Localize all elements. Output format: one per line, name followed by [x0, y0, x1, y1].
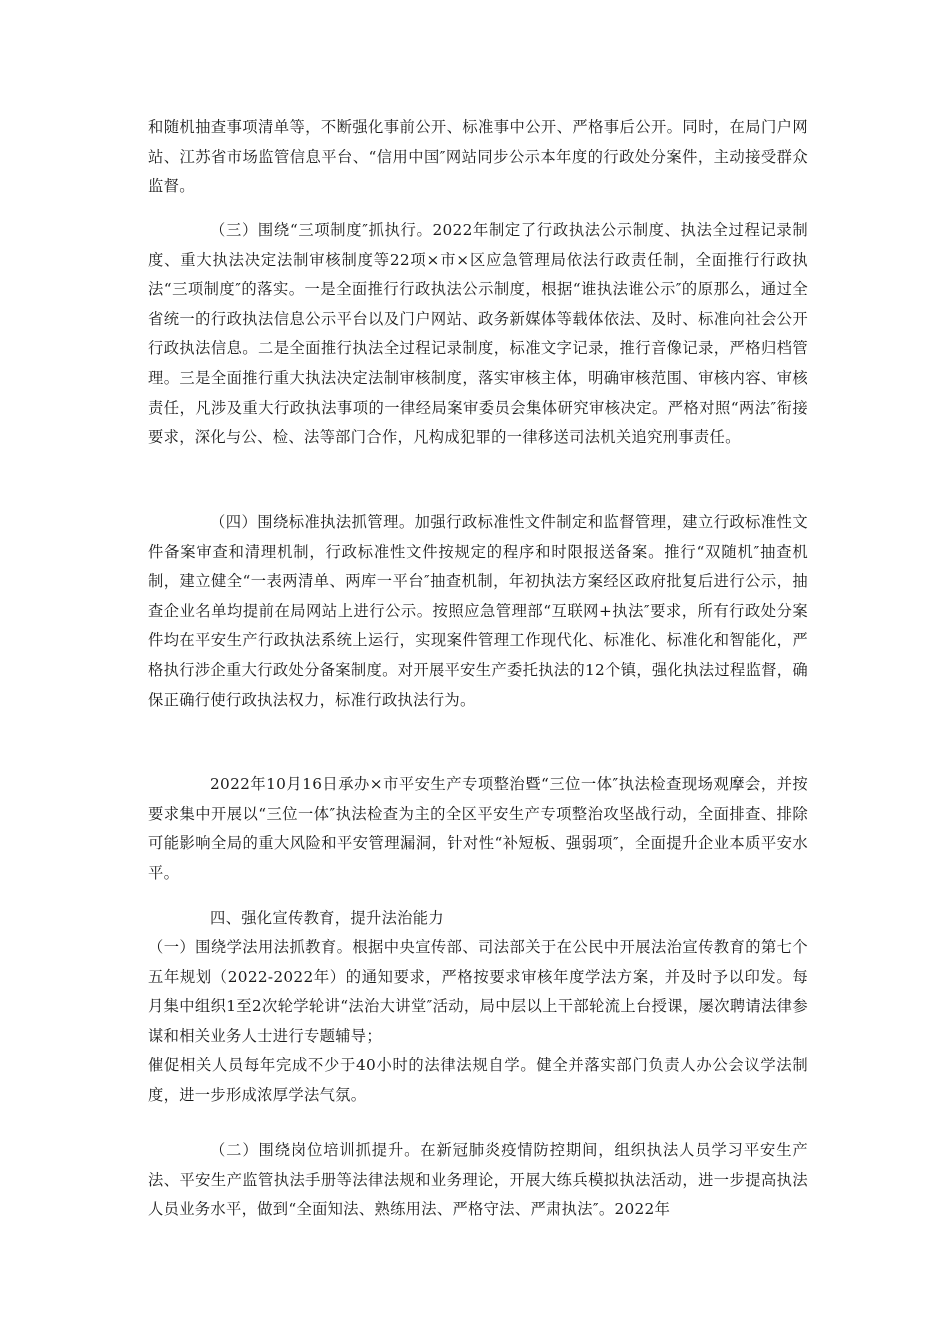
- paragraph-self-study: 催促相关人员每年完成不少于40小时的法律法规自学。健全并落实部门负责人办公会议学法制度，进一步形成浓厚学法气氛。: [148, 1056, 808, 1104]
- section-heading-publicity-education: 四、强化宣传教育，提升法治能力: [210, 909, 444, 927]
- paragraph-job-training: （二）围绕岗位培训抓提升。在新冠肺炎疫情防控期间，组织执法人员学习平安生产法、平安生产监管执法手册等法律法规和业务理论，开展大练兵模拟执法活动，进一步提高执法人员业务水平，做到“全面知法、熟练用法、严格守法、严肃执法″。2022年: [148, 1141, 808, 1219]
- paragraph-public-disclosure: 和随机抽查事项清单等，不断强化事前公开、标准事中公开、严格事后公开。同时，在局门户网站、江苏省市场监管信息平台、“信用中国″网站同步公示本年度的行政处分案件，主动接受群众监督。: [148, 118, 808, 196]
- paragraph-three-systems: （三）围绕“三项制度″抓执行。2022年制定了行政执法公示制度、执法全过程记录制度、重大执法决定法制审核制度等22项×市×区应急管理局依法行政责任制，全面推行行政执法“三项制度″的落实。一是全面推行行政执法公示制度，根据“谁执法谁公示″的原那么，通过全省统一的行政执法信息公示平台以及门户网站、政务新媒体等载体依法、及时、标准向社会公开行政执法信息。二是全面推行执法全过程记录制度，标准文字记录，推行音像记录，严格归档管理。三是全面推行重大执法决定法制审核制度，落实审核主体，明确审核范围、审核内容、审核责任，凡涉及重大行政执法事项的一律经局案审委员会集体研究审核决定。严格对照“两法″衔接要求，深化与公、检、法等部门合作，凡构成犯罪的一律移送司法机关追究刑事责任。: [148, 221, 808, 447]
- paragraph-standard-enforcement: （四）围绕标准执法抓管理。加强行政标准性文件制定和监督管理，建立行政标准性文件备案审查和清理机制，行政标准性文件按规定的程序和时限报送备案。推行“双随机″抽查机制，建立健全“一表两清单、两库一平台″抽查机制，年初执法方案经区政府批复后进行公示，抽查企业名单均提前在局网站上进行公示。按照应急管理部“互联网+执法″要求，所有行政处分案件均在平安生产行政执法系统上运行，实现案件管理工作现代化、标准化、标准化和智能化，严格执行涉企重大行政处分备案制度。对开展平安生产委托执法的12个镇，强化执法过程监督，确保正确行使行政执法权力，标准行政执法行为。: [148, 513, 808, 709]
- paragraph-law-education: （一）围绕学法用法抓教育。根据中央宣传部、司法部关于在公民中开展法治宣传教育的第七个五年规划（2022-2022年）的通知要求，严格按要求审核年度学法方案，并及时予以印发。每月集中组织1至2次轮学轮讲“法治大讲堂″活动，局中层以上干部轮流上台授课，屡次聘请法律参谋和相关业务人士进行专题辅导；: [148, 938, 808, 1045]
- paragraph-observation-meeting: 2022年10月16日承办×市平安生产专项整治暨“三位一体″执法检查现场观摩会，并按要求集中开展以“三位一体″执法检查为主的全区平安生产专项整治攻坚战行动，全面排查、排除可能影响全局的重大风险和平安管理漏洞，针对性“补短板、强弱项″，全面提升企业本质平安水平。: [148, 775, 808, 882]
